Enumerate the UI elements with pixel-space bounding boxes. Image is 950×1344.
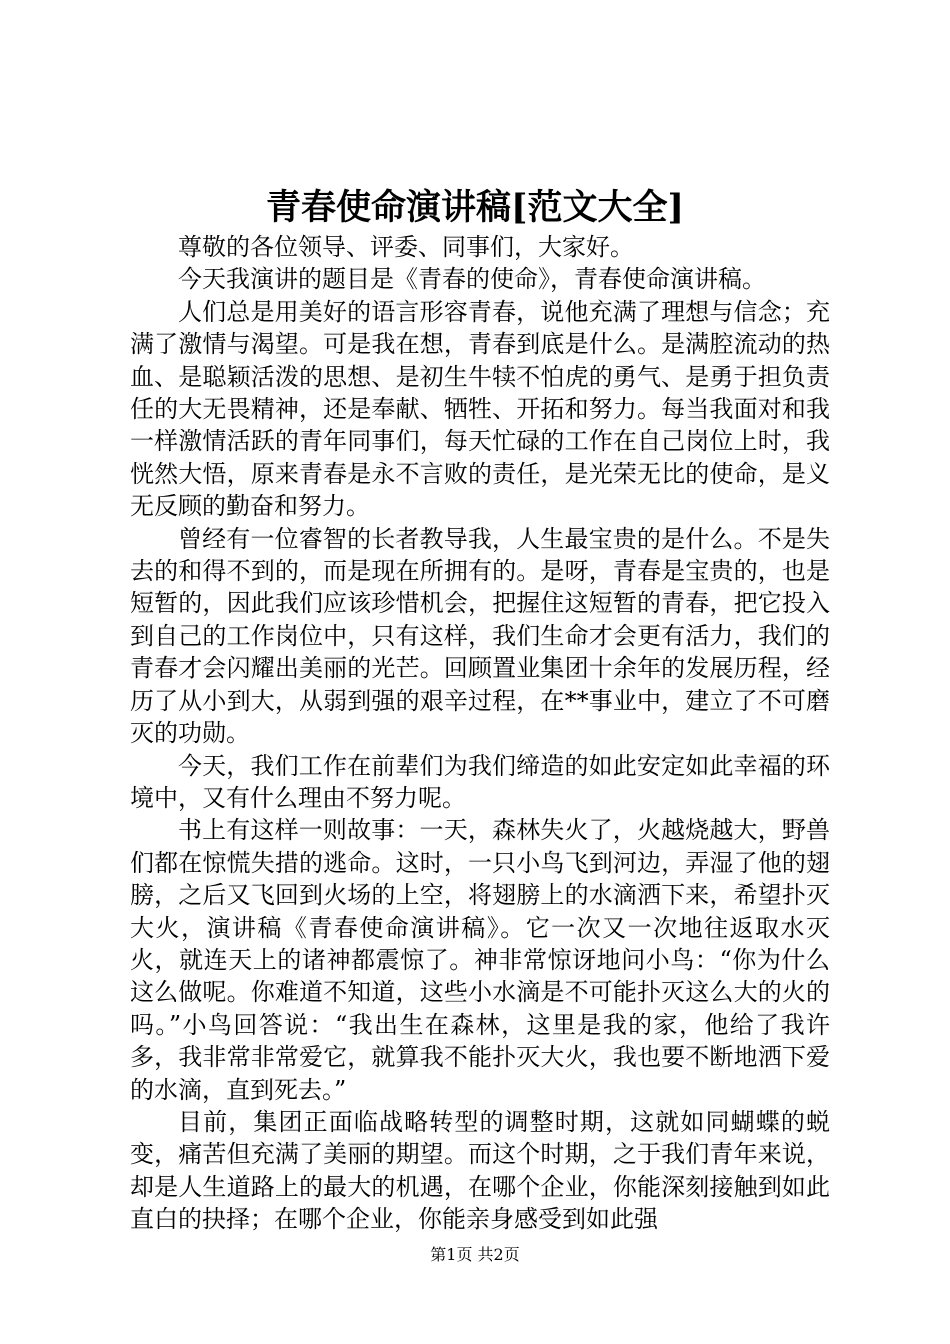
- paragraph-youth-definition: 人们总是用美好的语言形容青春，说他充满了理想与信念；充满了激情与渴望。可是我在想，青春到底是什么。是满腔流动的热血、是聪颖活泼的思想、是初生牛犊不怕虎的勇气、是勇于担负责任的大无畏精神，还是奉献、牺牲、开拓和努力。每当我面对和我一样激情活跃的青年同事们，每天忙碌的工作在自己岗位上时，我恍然大悟，原来青春是永不言败的责任，是光荣无比的使命，是义无反顾的勤奋和努力。: [130, 297, 830, 521]
- paragraph-greeting: 尊敬的各位领导、评委、同事们，大家好。: [178, 233, 634, 261]
- paragraph-today: 今天，我们工作在前辈们为我们缔造的如此安定如此幸福的环境中，又有什么理由不努力呢。: [130, 751, 830, 812]
- document-title: 青春使命演讲稿[范文大全]: [265, 187, 685, 228]
- page-number-footer: 第1页 共2页: [430, 1245, 520, 1264]
- paragraph-bird-story: 书上有这样一则故事：一天，森林失火了，火越烧越大，野兽们都在惊慌失措的逃命。这时，一只小鸟飞到河边，弄湿了他的翅膀，之后又飞回到火场的上空，将翅膀上的水滴洒下来，希望扑灭大火，演讲稿《青春使命演讲稿》。它一次又一次地往返取水灭火，就连天上的诸神都震惊了。神非常惊讶地问小鸟：“你为什么这么做呢。你难道不知道，这些小水滴是不可能扑灭这么大的火的吗。”小鸟回答说：“我出生在森林，这里是我的家，他给了我许多，我非常非常爱它，就算我不能扑灭大火，我也要不断地洒下爱的水滴，直到死去。”: [130, 816, 830, 1104]
- paragraph-transformation: 目前，集团正面临战略转型的调整时期，这就如同蝴蝶的蜕变，痛苦但充满了美丽的期望。而这个时期，之于我们青年来说，却是人生道路上的最大的机遇，在哪个企业，你能深刻接触到如此直白的抉择；在哪个企业，你能亲身感受到如此强: [130, 1107, 830, 1234]
- paragraph-topic: 今天我演讲的题目是《青春的使命》，青春使命演讲稿。: [178, 265, 766, 294]
- paragraph-elder-advice: 曾经有一位睿智的长者教导我，人生最宝贵的是什么。不是失去的和得不到的，而是现在所拥有的。是呀，青春是宝贵的，也是短暂的，因此我们应该珍惜机会，把握住这短暂的青春，把它投入到自己的工作岗位中，只有这样，我们生命才会更有活力，我们的青春才会闪耀出美丽的光芒。回顾置业集团十余年的发展历程，经历了从小到大，从弱到强的艰辛过程，在**事业中，建立了不可磨灭的功勋。: [130, 524, 830, 748]
- document-body: [130, 231, 830, 1236]
